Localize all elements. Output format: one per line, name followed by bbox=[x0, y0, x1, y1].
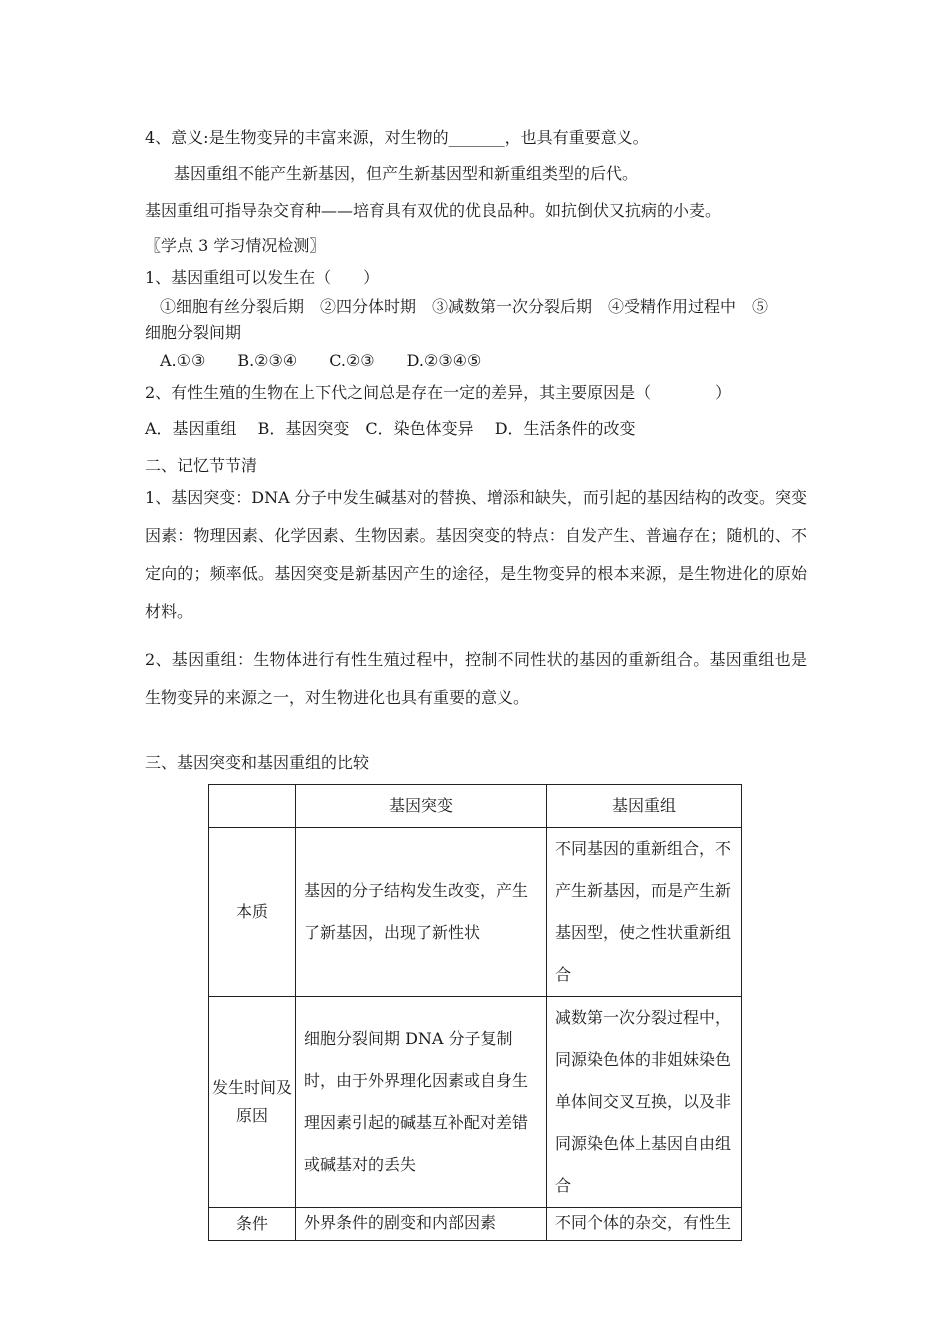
row-label-condition: 条件 bbox=[209, 1208, 296, 1241]
cell-mutation-condition: 外界条件的剧变和内部因素 bbox=[296, 1208, 547, 1241]
section-heading-comparison: 三、基因突变和基因重组的比较 bbox=[145, 753, 370, 772]
cell-mutation-time-cause: 细胞分裂间期 DNA 分子复制时，由于外界理化因素或自身生理因素引起的碱基互补配对差错或碱基对的丢失 bbox=[296, 997, 547, 1208]
breeding-note: 基因重组可指导杂交育种——培育具有双优的优良品种。如抗倒伏又抗病的小麦。 bbox=[145, 201, 722, 220]
question-1-options-cont: 细胞分裂间期 bbox=[145, 323, 242, 342]
row-label-essence: 本质 bbox=[209, 828, 296, 997]
question-1-options: ①细胞有丝分裂后期 ②四分体时期 ③减数第一次分裂后期 ④受精作用过程中 ⑤ bbox=[160, 297, 769, 316]
section-heading-check: 〖学点 3 学习情况检测〗 bbox=[145, 236, 326, 255]
table-row bbox=[209, 828, 742, 997]
table-row bbox=[209, 1208, 742, 1241]
row-label-time-cause: 发生时间及原因 bbox=[209, 997, 296, 1208]
table-header-recombination: 基因重组 bbox=[547, 785, 742, 828]
cell-mutation-essence: 基因的分子结构发生改变，产生了新基因，出现了新性状 bbox=[296, 828, 547, 997]
question-1-choices: A.①③ B.②③④ C.②③ D.②③④⑤ bbox=[160, 351, 482, 370]
cell-recombination-time-cause: 减数第一次分裂过程中，同源染色体的非姐妹染色单体间交叉互换，以及非同源染色体上基因自由组合 bbox=[547, 997, 742, 1208]
comparison-table bbox=[208, 784, 742, 1241]
table-row bbox=[209, 997, 742, 1208]
cell-recombination-condition: 不同个体的杂交，有性生 bbox=[547, 1208, 742, 1241]
cell-recombination-essence: 不同基因的重新组合，不产生新基因，而是产生新基因型，使之性状重新组合 bbox=[547, 828, 742, 997]
question-2: 2、有性生殖的生物在上下代之间总是存在一定的差异，其主要原因是（ ） bbox=[145, 383, 732, 402]
table-header-row bbox=[209, 785, 742, 828]
meaning-line: 4、意义:是生物变异的丰富来源，对生物的_______，也具有重要意义。 bbox=[145, 128, 649, 147]
question-2-choices: A．基因重组 B．基因突变 C．染色体变异 D．生活条件的改变 bbox=[145, 419, 636, 438]
paragraph-gene-mutation: 1、基因突变：DNA 分子中发生碱基对的替换、增添和缺失，而引起的基因结构的改变。突变因素：物理因素、化学因素、生物因素。基因突变的特点：自发产生、普遍存在；随机的、不定向的；频率低。基因突变是新基因产生的途径，是生物变异的根本来源，是生物进化的原始材料。 bbox=[145, 488, 807, 621]
question-1: 1、基因重组可以发生在（ ） bbox=[145, 268, 380, 287]
section-heading-memory: 二、记忆节节清 bbox=[145, 456, 258, 475]
paragraph-gene-recombination: 2、基因重组：生物体进行有性生殖过程中，控制不同性状的基因的重新组合。基因重组也是生物变异的来源之一，对生物进化也具有重要的意义。 bbox=[145, 650, 807, 707]
recombination-note: 基因重组不能产生新基因，但产生新基因型和新重组类型的后代。 bbox=[174, 164, 639, 183]
table-header-empty bbox=[209, 785, 296, 828]
table-header-mutation: 基因突变 bbox=[296, 785, 547, 828]
